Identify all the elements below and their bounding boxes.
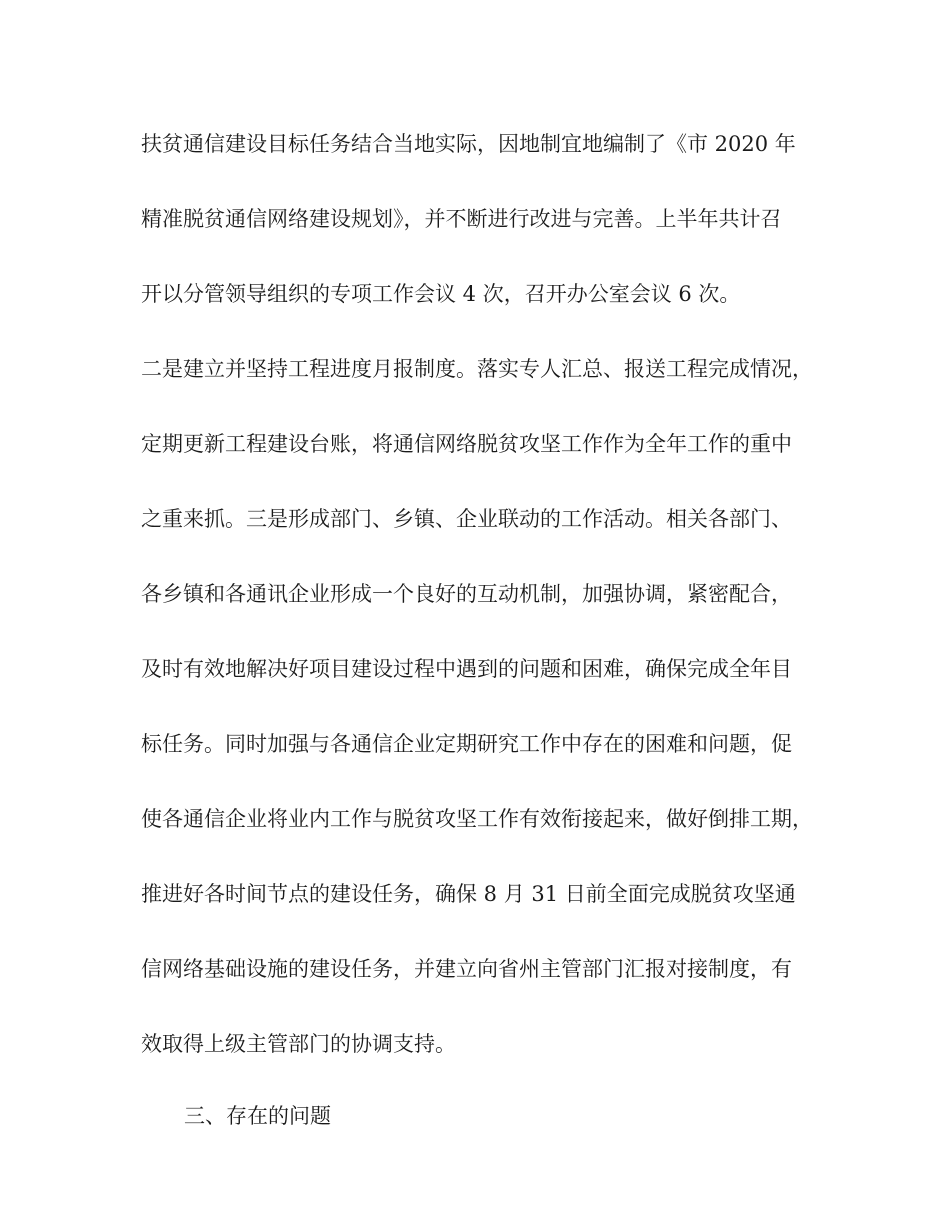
paragraph-line-3: 开以分管领导组织的专项工作会议 4 次，召开办公室会议 6 次。	[141, 282, 741, 306]
paragraph-line-7: 各乡镇和各通讯企业形成一个良好的互动机制，加强协调，紧密配合，	[141, 582, 792, 606]
section-heading: 三、存在的问题	[184, 1104, 331, 1128]
paragraph-line-5: 定期更新工程建设台账，将通信网络脱贫攻坚工作作为全年工作的重中	[141, 432, 792, 456]
paragraph-line-4: 二是建立并坚持工程进度月报制度。落实专人汇总、报送工程完成情况，	[141, 357, 813, 381]
paragraph-line-2: 精准脱贫通信网络建设规划》，并不断进行改进与完善。上半年共计召	[141, 207, 782, 231]
paragraph-line-1: 扶贫通信建设目标任务结合当地实际，因地制宜地编制了《市 2020 年	[141, 132, 796, 156]
paragraph-line-8: 及时有效地解决好项目建设过程中遇到的问题和困难，确保完成全年目	[141, 657, 792, 681]
paragraph-line-10: 使各通信企业将业内工作与脱贫攻坚工作有效衔接起来，做好倒排工期，	[141, 807, 813, 831]
paragraph-line-6: 之重来抓。三是形成部门、乡镇、企业联动的工作活动。相关各部门、	[141, 507, 792, 531]
paragraph-line-11: 推进好各时间节点的建设任务，确保 8 月 31 日前全面完成脱贫攻坚通	[141, 882, 796, 906]
paragraph-line-9: 标任务。同时加强与各通信企业定期研究工作中存在的困难和问题，促	[141, 732, 792, 756]
paragraph-line-13: 效取得上级主管部门的协调支持。	[141, 1032, 456, 1056]
paragraph-line-12: 信网络基础设施的建设任务，并建立向省州主管部门汇报对接制度，有	[141, 957, 792, 981]
